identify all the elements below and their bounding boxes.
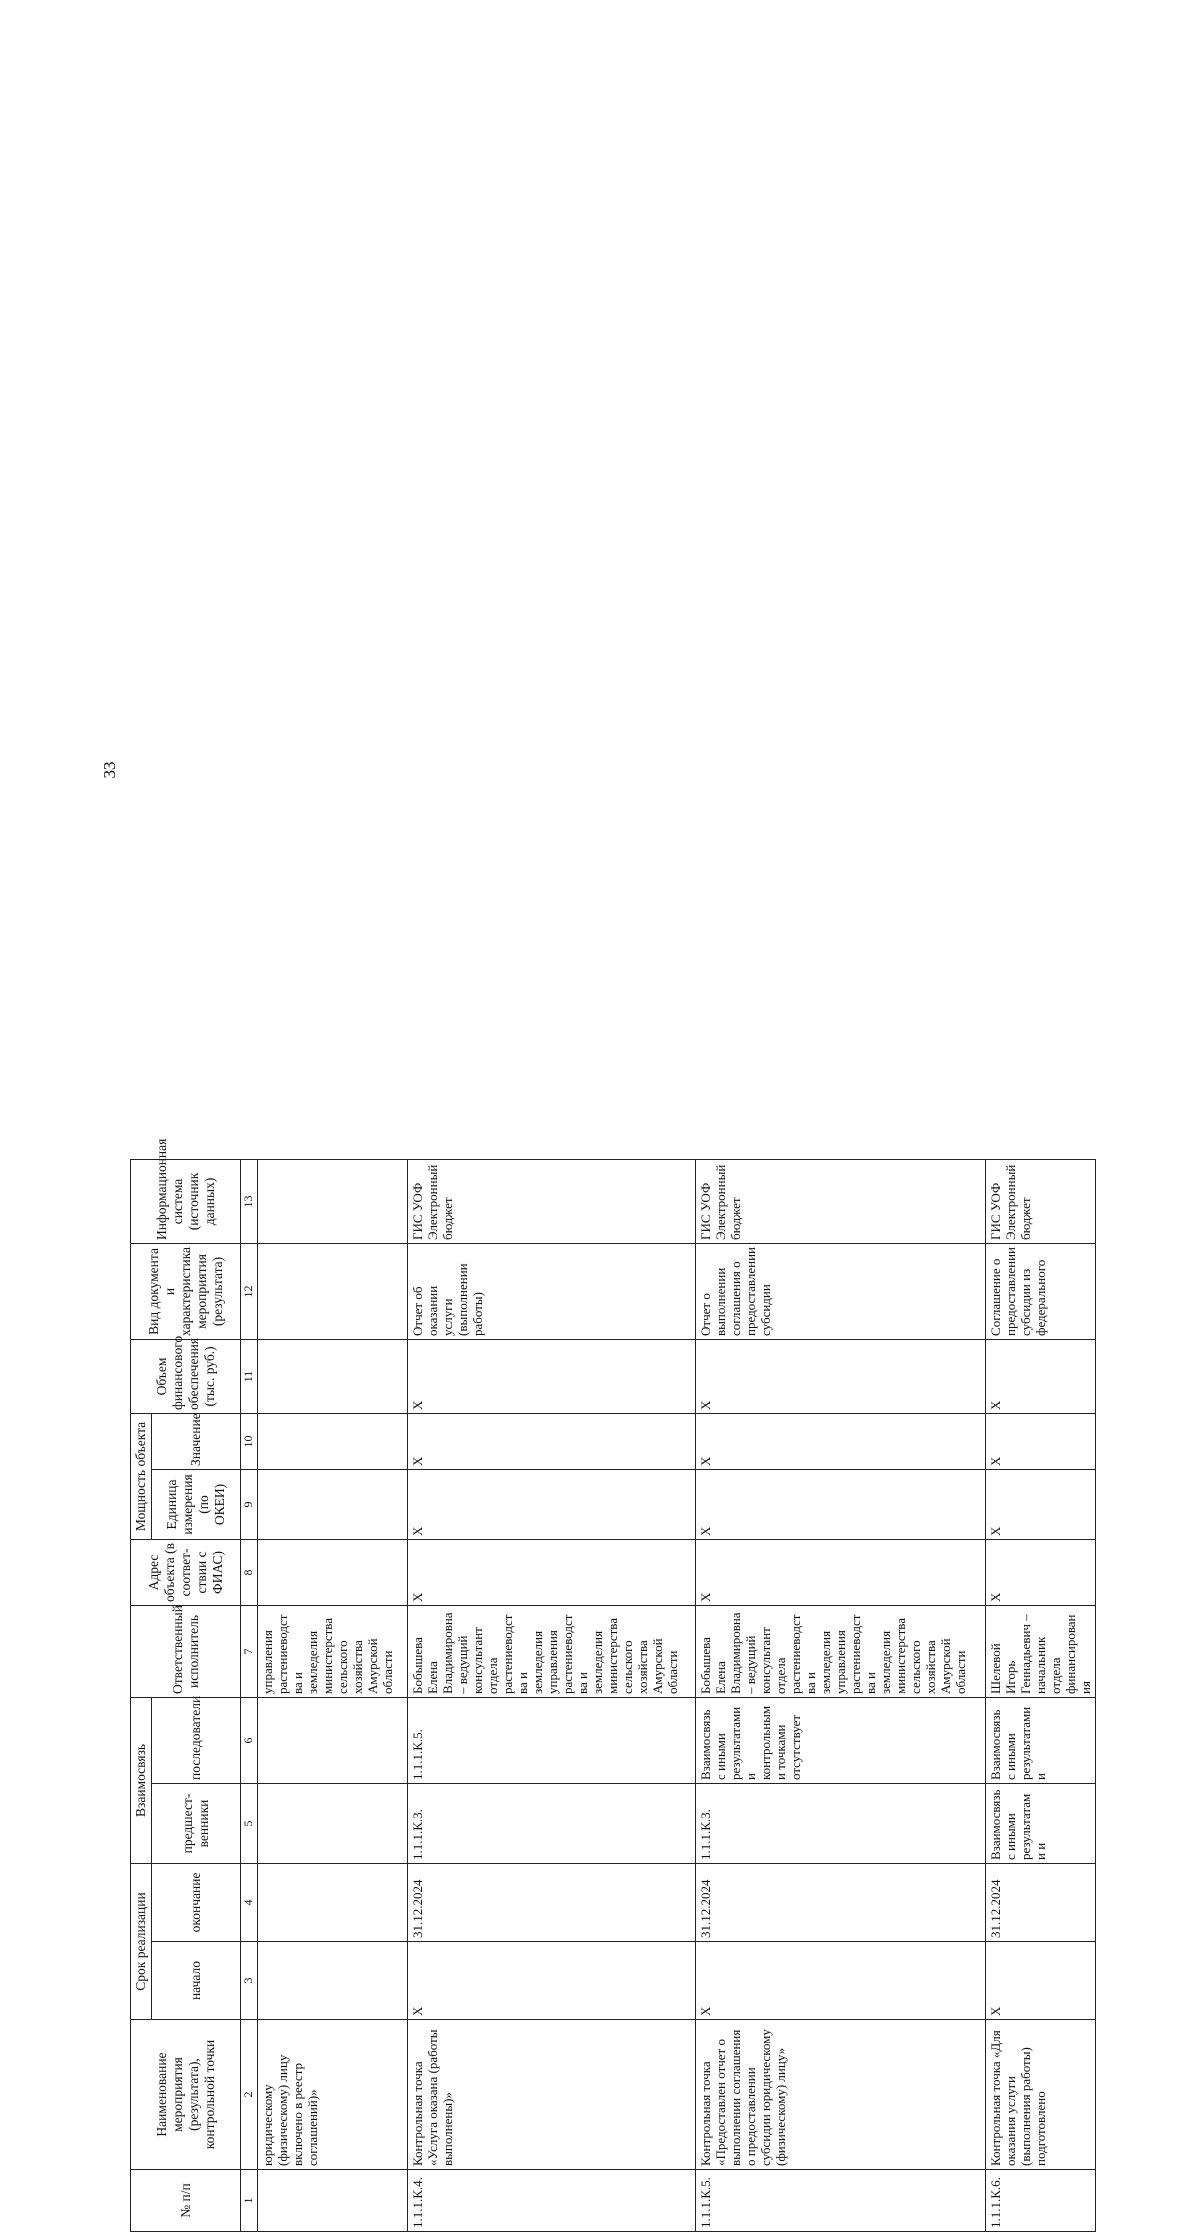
header-addr: Адрес объекта (в соответ-ствии с ФИАС)	[131, 1539, 241, 1605]
cell-resp: Шелевой Игорь Геннадьевич – начальник отдела финансирования	[986, 1605, 1096, 1697]
header-value: Значение	[152, 1413, 241, 1469]
column-number: 9	[241, 1469, 258, 1539]
cell-succ: Взаимосвязь с иными результатами и контрольными точками отсутствует	[696, 1697, 986, 1783]
column-number: 2	[241, 2020, 258, 2170]
cell-unit: X	[696, 1469, 986, 1539]
cell-name: Контрольная точка «Для оказания услуги (выполнения работы) подготовлено	[986, 2020, 1096, 2170]
page-number: 33	[100, 761, 119, 779]
header-num: № п/п	[131, 2170, 241, 2232]
cell-unit: X	[408, 1469, 696, 1539]
cell-volume: X	[696, 1339, 986, 1413]
column-number: 4	[241, 1863, 258, 1941]
column-number: 1	[241, 2170, 258, 2232]
cell-doc: Соглашение о предоставлении субсидии из федерального	[986, 1243, 1096, 1339]
cell-unit	[258, 1469, 408, 1539]
header-volume: Объем финансового обеспечения (тыс. руб.)	[131, 1339, 241, 1413]
column-number: 11	[241, 1339, 258, 1413]
header-pred: предшест-венники	[152, 1783, 241, 1863]
cell-system	[258, 1159, 408, 1243]
cell-start: X	[696, 1942, 986, 2020]
cell-resp: Бобышева Елена Владимировна – ведущий консультант отдела растениеводства и земледелия управления растениеводства и земледелия министерства сельского хозяйства Амурской области	[696, 1605, 986, 1697]
cell-doc: Отчет об оказании услуги (выполнении работы)	[408, 1243, 696, 1339]
cell-num: 1.1.1.К.4.	[408, 2170, 696, 2232]
cell-volume: X	[408, 1339, 696, 1413]
cell-pred: 1.1.1.К.3.	[408, 1783, 696, 1863]
cell-value: X	[696, 1413, 986, 1469]
cell-resp: управления растениеводства и земледелия министерства сельского хозяйства Амурской области	[258, 1605, 408, 1697]
column-number: 6	[241, 1697, 258, 1783]
cell-pred: 1.1.1.К.3.	[696, 1783, 986, 1863]
cell-resp: Бобышева Елена Владимировна – ведущий консультант отдела растениеводства и земледелия управления растениеводства и земледелия министерства сельского хозяйства Амурской области	[408, 1605, 696, 1697]
cell-addr	[258, 1539, 408, 1605]
header-term: Срок реализации	[131, 1863, 152, 2019]
cell-name: юридическому (физическому) лицу включено в реестр соглашений)»	[258, 2020, 408, 2170]
cell-end: 31.12.2024	[696, 1863, 986, 1941]
cell-end	[258, 1863, 408, 1941]
header-link: Взаимосвязь	[131, 1697, 152, 1863]
column-number-row	[241, 1159, 258, 2231]
cell-volume	[258, 1339, 408, 1413]
cell-pred	[258, 1783, 408, 1863]
header-row-1	[131, 1159, 152, 2231]
header-unit: Единица измерения (по ОКЕИ)	[152, 1469, 241, 1539]
cell-start: X	[408, 1942, 696, 2020]
column-number: 12	[241, 1243, 258, 1339]
cell-addr: X	[986, 1539, 1096, 1605]
table-row	[696, 1159, 986, 2231]
header-capacity: Мощность объекта	[131, 1413, 152, 1539]
cell-unit: X	[986, 1469, 1096, 1539]
column-number: 5	[241, 1783, 258, 1863]
header-start: начало	[152, 1942, 241, 2020]
cell-value	[258, 1413, 408, 1469]
header-end: окончание	[152, 1863, 241, 1941]
plan-table	[130, 1138, 1096, 2232]
cell-succ: Взаимосвязь с иными результатами и	[986, 1697, 1096, 1783]
header-succ: последователи	[152, 1697, 241, 1783]
cell-system: ГИС УОФ Электронный бюджет	[408, 1159, 696, 1243]
header-name: Наименование мероприятия (результата), контрольной точки	[131, 2020, 241, 2170]
column-number: 10	[241, 1413, 258, 1469]
cell-end: 31.12.2024	[986, 1863, 1096, 1941]
cell-addr: X	[408, 1539, 696, 1605]
cell-name: Контрольная точка «Услуга оказана (работы выполнены)»	[408, 2020, 696, 2170]
cell-num: 1.1.1.К.6.	[986, 2170, 1096, 2232]
cell-name: Контрольная точка «Предоставлен отчет о выполнении соглашения о предоставлении субсидии юридическому (физическому) лицу»	[696, 2020, 986, 2170]
cell-start: X	[986, 1942, 1096, 2020]
header-resp: Ответственный исполнитель	[131, 1605, 241, 1697]
cell-doc	[258, 1243, 408, 1339]
cell-system: ГИС УОФ Электронный бюджет	[986, 1159, 1096, 1243]
cell-volume: X	[986, 1339, 1096, 1413]
column-number: 8	[241, 1539, 258, 1605]
cell-addr: X	[696, 1539, 986, 1605]
table-row	[258, 1159, 408, 2231]
cell-value: X	[408, 1413, 696, 1469]
cell-succ: 1.1.1.К.5.	[408, 1697, 696, 1783]
table-row	[986, 1159, 1096, 2231]
column-number: 7	[241, 1605, 258, 1697]
table-container	[130, 1138, 1146, 2232]
header-system: Информационная система (источник данных)	[131, 1159, 241, 1243]
cell-value: X	[986, 1413, 1096, 1469]
cell-num: 1.1.1.К.5.	[696, 2170, 986, 2232]
cell-succ	[258, 1697, 408, 1783]
cell-doc: Отчет о выполнении соглашения о предоставлении субсидии	[696, 1243, 986, 1339]
table-row	[408, 1159, 696, 2231]
cell-start	[258, 1942, 408, 2020]
cell-end: 31.12.2024	[408, 1863, 696, 1941]
column-number: 3	[241, 1942, 258, 2020]
column-number: 13	[241, 1159, 258, 1243]
cell-num	[258, 2170, 408, 2232]
cell-pred: Взаимосвязь с иными результатами и	[986, 1783, 1096, 1863]
cell-system: ГИС УОФ Электронный бюджет	[696, 1159, 986, 1243]
header-doc: Вид документа и характеристика мероприятия (результата)	[131, 1243, 241, 1339]
